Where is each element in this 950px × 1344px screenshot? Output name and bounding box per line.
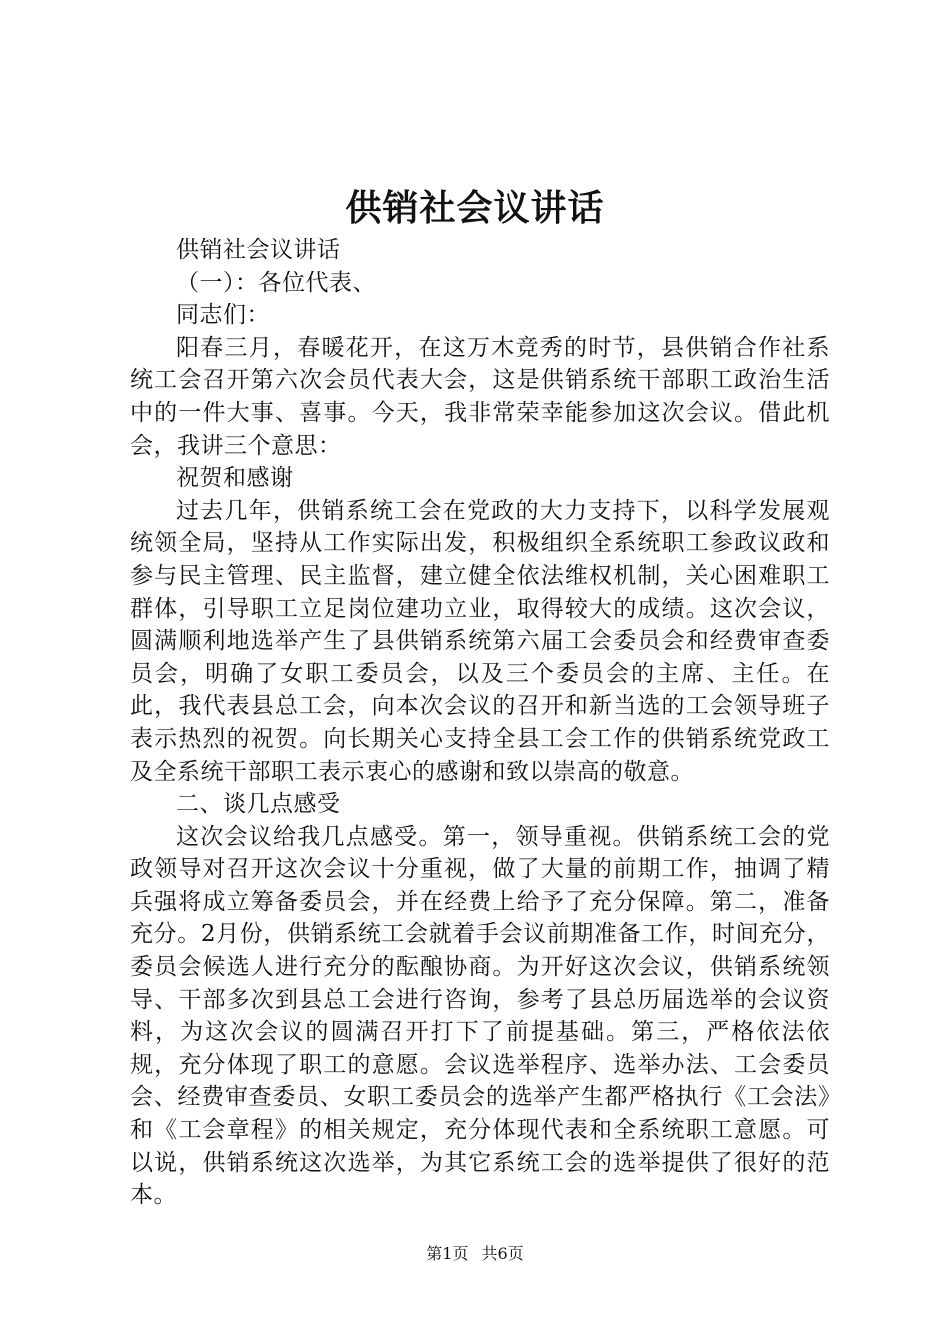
paragraph-subtitle: 供销社会议讲话 (176, 237, 341, 263)
document-title: 供销社会议讲话 (345, 187, 605, 229)
paragraph-salutation-2: 同志们： (176, 302, 270, 329)
document-body (130, 234, 830, 1212)
page-total: 共6页 (481, 1244, 524, 1263)
paragraph-impressions: 这次会议给我几点感受。第一，领导重视。供销系统工会的党政领导对召开这次会议十分重视，做了大量的前期工作，抽调了精兵强将成立筹备委员会，并在经费上给予了充分保障。第二，准备充分。2月份，供销系统工会就着手会议前期准备工作，时间充分，委员会候选人进行充分的酝酿协商。为开好这次会议，供销系统领导、干部多次到县总工会进行咨询，参考了县总历届选举的会议资料，为这次会议的圆满召开打下了前提基础。第三，严格依法依规，充分体现了职工的意愿。会议选举程序、选举办法、工会委员会、经费审查委员、女职工委员会的选举产生都严格执行《工会法》和《工会章程》的相关规定，充分体现代表和全系统职工意愿。可以说，供销系统这次选举，为其它系统工会的选举提供了很好的范本。 (130, 823, 830, 1209)
section-heading-impressions: 二、谈几点感受 (176, 791, 341, 818)
page-number: 第1页 (426, 1244, 469, 1263)
paragraph-salutation-1: （一）：各位代表、 (176, 269, 376, 296)
paragraph-congratulations: 过去几年，供销系统工会在党政的大力支持下，以科学发展观统领全局，坚持从工作实际出发，积极组织全系统职工参政议政和参与民主管理、民主监督，建立健全依法维权机制，关心困难职工群体，引导职工立足岗位建功立业，取得较大的成绩。这次会议，圆满顺利地选举产生了县供销系统第六届工会委员会和经费审查委员会，明确了女职工委员会，以及三个委员会的主席、主任。在此，我代表县总工会，向本次会议的召开和新当选的工会领导班子表示热烈的祝贺。向长期关心支持全县工会工作的供销系统党政工及全系统干部职工表示衷心的感谢和致以崇高的敬意。 (130, 497, 830, 785)
page-footer (0, 1243, 950, 1265)
section-heading-congratulations: 祝贺和感谢 (176, 465, 294, 492)
paragraph-intro: 阳春三月，春暖花开，在这万木竞秀的时节，县供销合作社系统工会召开第六次会员代表大会，这是供销系统干部职工政治生活中的一件大事、喜事。今天，我非常荣幸能参加这次会议。借此机会，我讲三个意思： (130, 334, 830, 459)
